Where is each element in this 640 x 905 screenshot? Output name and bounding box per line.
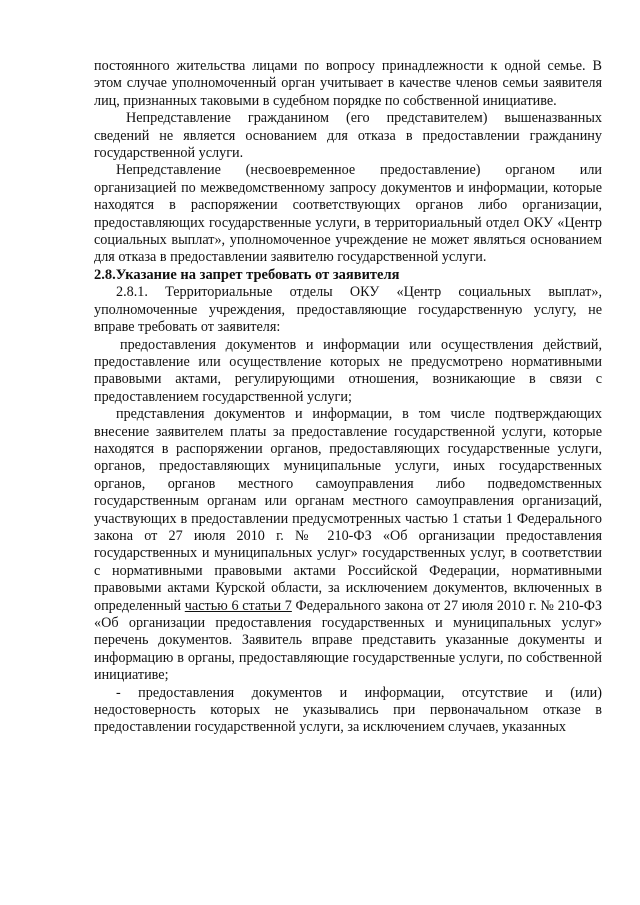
document-page bbox=[94, 58, 602, 737]
paragraph-6 bbox=[94, 406, 602, 685]
paragraph-2: Непредставление гражданином (его представителем) вышеназванных сведений не является основанием для отказа в предоставлении гражданину государственной услуги. bbox=[94, 110, 602, 162]
paragraph-1: постоянного жительства лицами по вопросу принадлежности к одной семье. В этом случае уполномоченный орган учитывает в качестве членов семьи заявителя лиц, признанных таковыми в судебном порядке по собственной инициативе. bbox=[94, 58, 602, 109]
paragraph-4: 2.8.1. Территориальные отделы ОКУ «Центр социальных выплат», уполномоченные учреждения, предоставляющие государственную услугу, не вправе требовать от заявителя: bbox=[94, 284, 602, 336]
section-heading: 2.8.Указание на запрет требовать от заявителя bbox=[94, 266, 400, 283]
law-reference-link[interactable]: частью 6 статьи 7 bbox=[184, 597, 292, 614]
paragraph-6-part-b: Федерального закона от 27 июля 2010 г. № 210-ФЗ «Об организации предоставления государственных и муниципальных услуг» перечень документов. Заявитель вправе представить указанные документы и информацию в органы, предоставляющие государственные услуги, по собственной инициативе; bbox=[94, 597, 603, 684]
paragraph-5: предоставления документов и информации или осуществления действий, предоставление или осуществление которых не предусмотрено нормативными правовыми актами, регулирующими отношения, возникающие в связи с предоставлением государственной услуги; bbox=[94, 336, 602, 405]
paragraph-6-part-a: представления документов и информации, в том числе подтверждающих внесение заявителем платы за предоставление государственной услуги, которые находятся в распоряжении органов, предоставляющих государственные услуги, органов, предоставляющих муниципальные услуги, иных государственных органов, органов местного самоуправления либо подведомственных государственным органам или органам местного самоуправления организаций, участвующих в предоставлении предусмотренных частью 1 статьи 1 Федерального закона от 27 июля 2010 г. № 210-ФЗ «Об организации предоставления государственных и муниципальных услуг» государственных услуг, в соответствии с нормативными правовыми актами Российской Федерации, нормативными правовыми актами Курской области, за исключением документов, включенных в определенный bbox=[94, 406, 602, 614]
paragraph-7: - предоставления документов и информации, отсутствие и (или) недостоверность которых не указывались при первоначальном отказе в предоставлении государственной услуги, за исключением случаев, указанных bbox=[94, 684, 602, 736]
paragraph-3: Непредставление (несвоевременное предоставление) органом или организацией по межведомственному запросу документов и информации, которые находятся в распоряжении соответствующих органов либо организации, предоставляющих государственные услуги, в территориальный отдел ОКУ «Центр социальных выплат», уполномоченное учреждение не может являться основанием для отказа в предоставлении заявителю государственной услуги. bbox=[94, 162, 602, 266]
